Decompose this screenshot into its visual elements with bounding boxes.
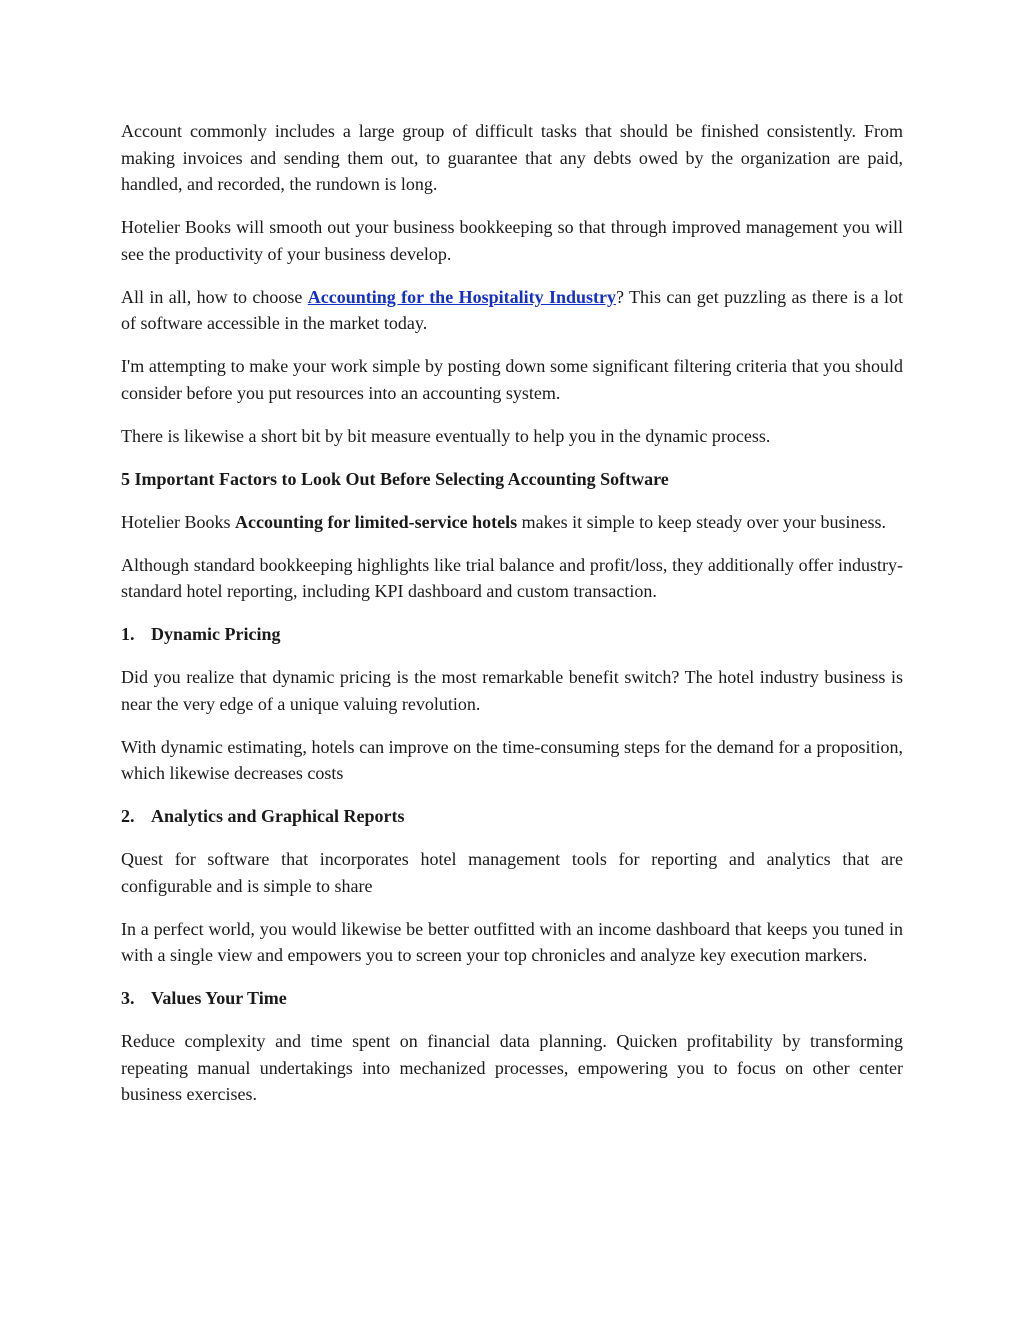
heading-title: Dynamic Pricing	[151, 624, 281, 644]
section-heading-main: 5 Important Factors to Look Out Before Selecting Accounting Software	[121, 468, 669, 489]
paragraph-dynamic-pricing: Did you realize that dynamic pricing is the most remarkable benefit switch? The hotel industry business is near the very edge of a unique valuing revolution.	[121, 667, 903, 714]
paragraph-step-measure: There is likewise a short bit by bit measure eventually to help you in the dynamic process.	[121, 425, 771, 446]
paragraph-how-to-choose	[121, 284, 903, 337]
document-page	[121, 118, 903, 1124]
paragraph-reduce-complexity: Reduce complexity and time spent on financial data planning. Quicken profitability by transforming repeating manual undertakings into mechanized processes, empowering you to focus on other center business exercises.	[121, 1031, 903, 1104]
paragraph-filtering-criteria: I'm attempting to make your work simple by posting down some significant filtering criteria that you should consider before you put resources into an accounting system.	[121, 356, 903, 403]
heading-number: 2.	[121, 806, 135, 826]
heading-number: 3.	[121, 988, 135, 1008]
text-segment: Hotelier Books	[121, 511, 235, 532]
numbered-heading-1	[121, 621, 903, 648]
hospitality-accounting-link[interactable]: Accounting for the Hospitality Industry	[307, 286, 616, 307]
text-segment: makes it simple to keep steady over your business.	[517, 511, 887, 532]
text-segment: ? This can get puzzling as there is a lot of software accessible in the market today.	[121, 286, 903, 333]
paragraph-dynamic-estimating: With dynamic estimating, hotels can improve on the time-consuming steps for the demand for a proposition, which likewise decreases costs	[121, 736, 903, 783]
paragraph-standard-bookkeeping: Although standard bookkeeping highlights like trial balance and profit/loss, they additionally offer industry-standard hotel reporting, including KPI dashboard and custom transaction.	[121, 554, 903, 601]
text-segment: All in all, how to choose	[121, 286, 308, 307]
heading-title: Values Your Time	[151, 988, 287, 1008]
paragraph-intro: Account commonly includes a large group of difficult tasks that should be finished consistently. From making invoices and sending them out, to guarantee that any debts owed by the organization are paid, handled, and recorded, the rundown is long.	[121, 121, 903, 194]
bold-phrase: Accounting for limited-service hotels	[235, 511, 518, 532]
paragraph-income-dashboard: In a perfect world, you would likewise be better outfitted with an income dashboard that keeps you tuned in with a single view and empowers you to screen your top chronicles and analyze key execution markers.	[121, 918, 903, 965]
paragraph-limited-service	[121, 509, 903, 536]
heading-title: Analytics and Graphical Reports	[151, 806, 405, 826]
paragraph-hotelier-books: Hotelier Books will smooth out your business bookkeeping so that through improved management you will see the productivity of your business develop.	[121, 217, 903, 264]
heading-number: 1.	[121, 624, 135, 644]
paragraph-quest-software: Quest for software that incorporates hotel management tools for reporting and analytics that are configurable and is simple to share	[121, 849, 903, 896]
numbered-heading-3	[121, 985, 903, 1012]
numbered-heading-2	[121, 803, 903, 830]
